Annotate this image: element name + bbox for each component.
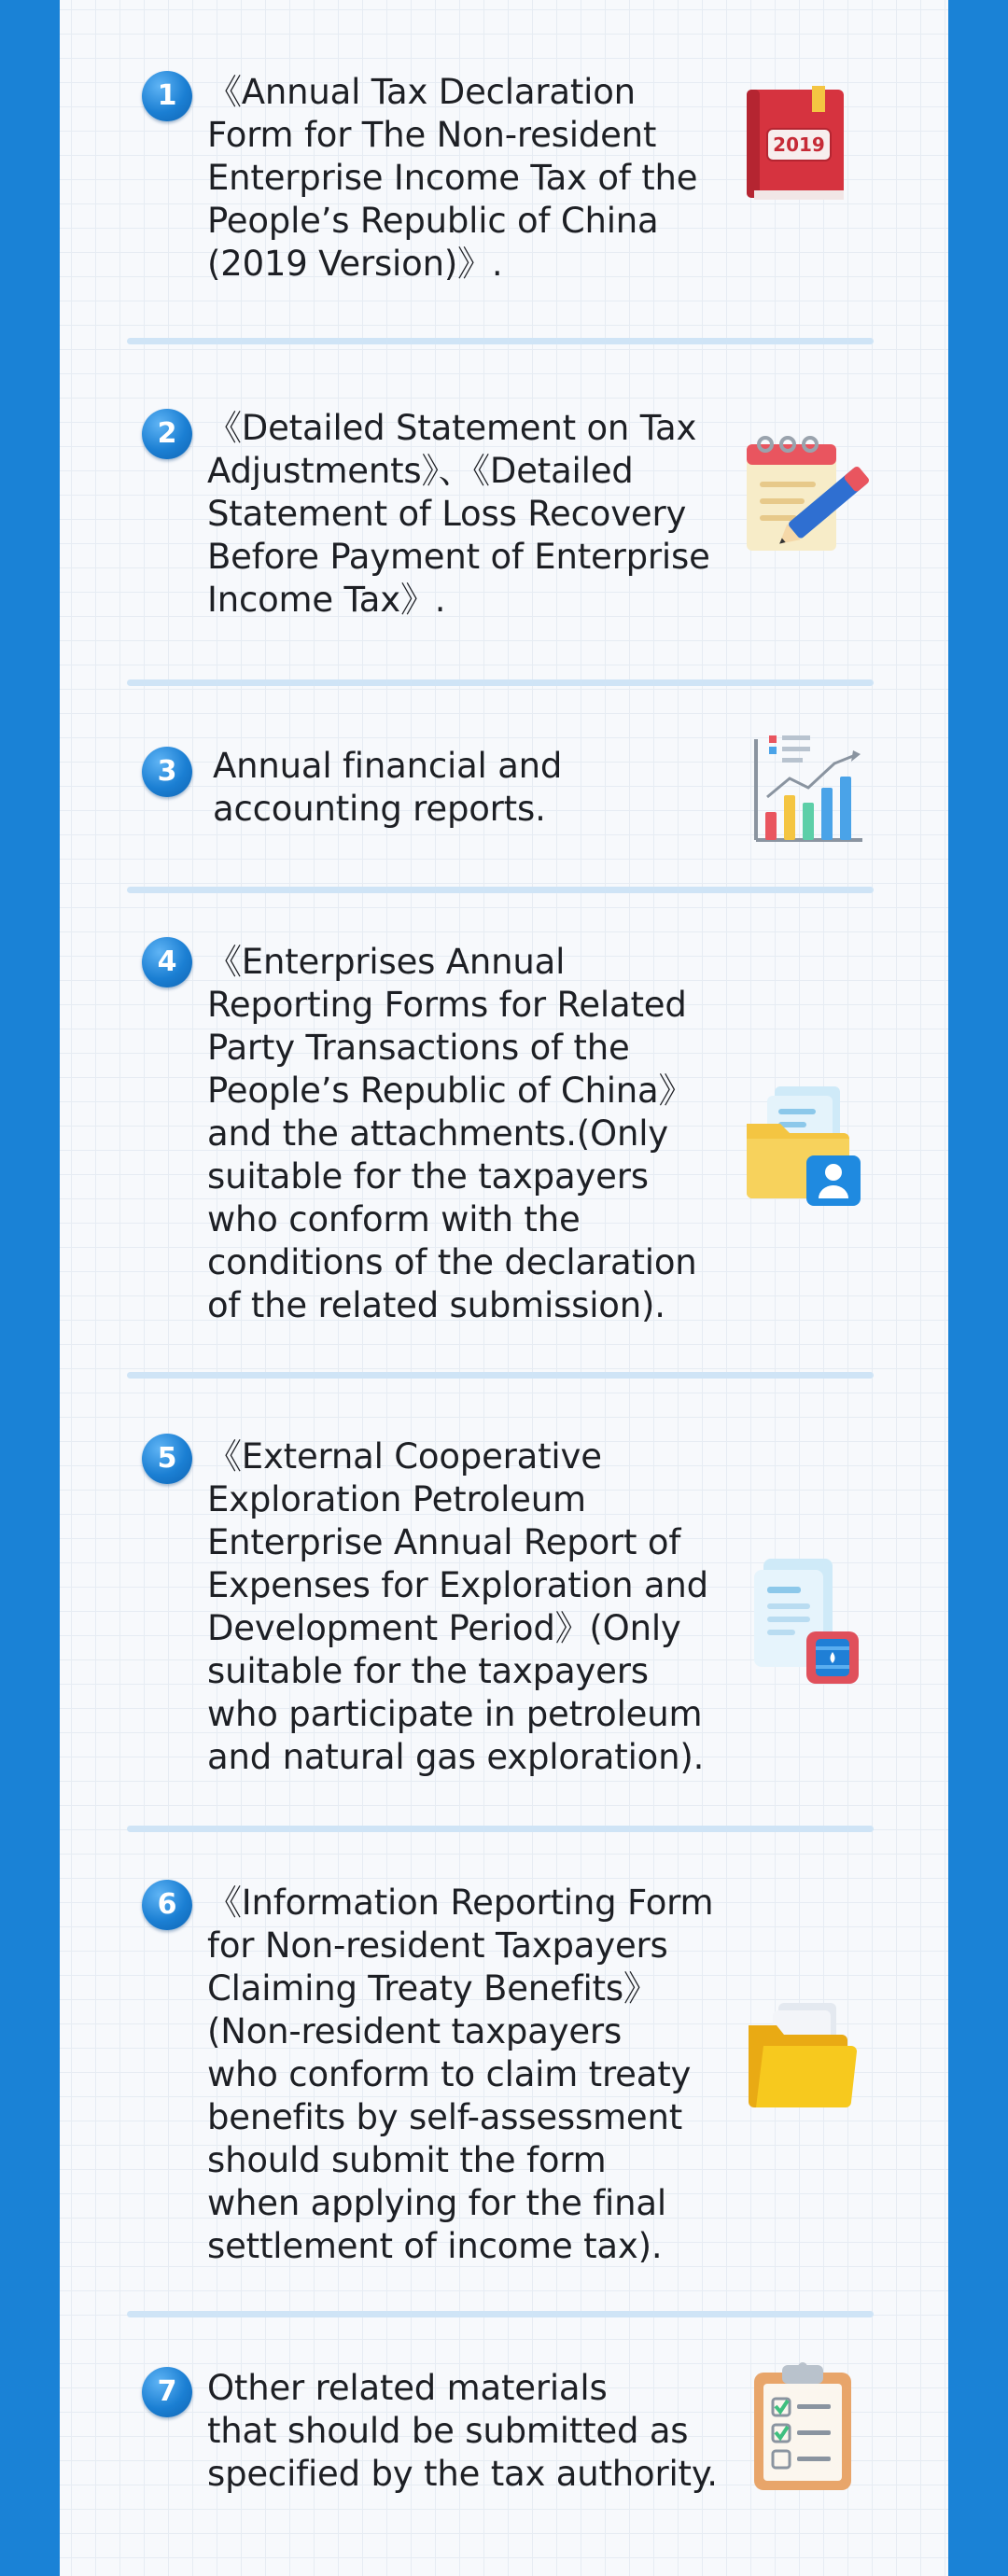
item-text: Annual financial and accounting reports. — [213, 746, 563, 829]
number-badge: 2 — [142, 409, 192, 459]
document-oil-barrel-icon — [737, 1553, 868, 1697]
number-badge: 4 — [142, 937, 192, 987]
item-text: 《Detailed Statement on Tax Adjustments》、《Detailed Statement of Loss Recovery Before Payment of Enterprise Income Tax》. — [207, 408, 710, 620]
number-badge: 5 — [142, 1434, 192, 1484]
separator — [127, 887, 874, 893]
number-badge: 7 — [142, 2367, 192, 2417]
item-text: 《Annual Tax Declaration Form for The Non-resident Enterprise Income Tax of the People’s Republic of China (2019 Version)》. — [207, 72, 698, 284]
item-text: 《Enterprises Annual Reporting Forms for Related Party Transactions of the People’s Republic of China》 and the attachments.(Only suitable for the taxpayers who conform with the conditions of the declaration of the related submission). — [207, 942, 697, 1325]
separator — [127, 338, 874, 344]
content-panel — [60, 0, 948, 2576]
separator — [127, 1372, 874, 1379]
checklist-clipboard-icon — [747, 2358, 859, 2501]
book-year-label: 2019 — [773, 133, 825, 156]
item-text: 《External Cooperative Exploration Petroleum Enterprise Annual Report of Expenses for Exploration and Development Period》(Only suitable for the taxpayers who participate in petroleum and natural gas exploration). — [207, 1436, 708, 1777]
separator — [127, 2311, 874, 2317]
number-badge: 1 — [142, 71, 192, 121]
number-badge: 3 — [142, 747, 192, 797]
number-badge: 6 — [142, 1880, 192, 1930]
bar-chart-icon — [749, 730, 870, 855]
notepad-pencil-icon — [739, 431, 879, 566]
yellow-folder-icon — [741, 1997, 862, 2122]
item-text: 《Information Reporting Form for Non-resident Taxpayers Claiming Treaty Benefits》 (Non-resident taxpayers who conform to claim treaty benefits by self-assessment should submit the form when applying for the final settlement of income tax). — [207, 1883, 714, 2266]
separator — [127, 1826, 874, 1832]
book-2019-icon — [743, 86, 855, 211]
separator — [127, 679, 874, 686]
user-folder-icon — [741, 1081, 872, 1215]
item-text: Other related materials that should be submitted as specified by the tax authority. — [207, 2368, 718, 2494]
